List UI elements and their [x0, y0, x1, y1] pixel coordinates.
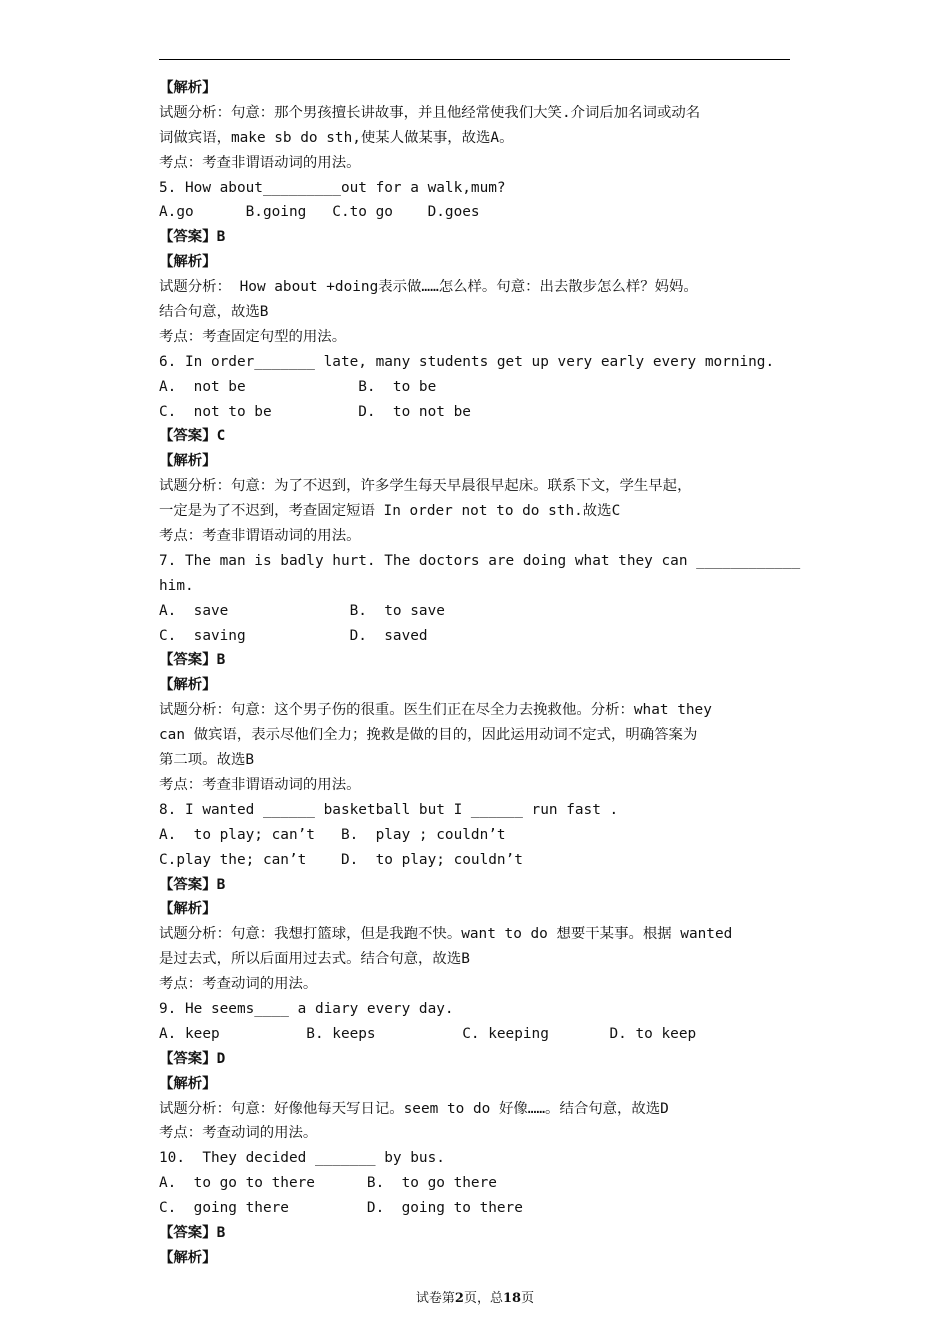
text-line: 考点：考查非谓语动词的用法。 [159, 776, 361, 793]
text-line: A.go B.going C.to go D.goes [159, 204, 480, 221]
text-line: A. to play; can’t B. play ; couldn’t [159, 826, 506, 843]
header-rule [159, 59, 790, 60]
text-line: 词做宾语，make sb do sth,使某人做某事，故选A。 [159, 129, 514, 146]
text-line: 10. They decided _______ by bus. [159, 1150, 445, 1167]
section-label: 【答案】B [159, 652, 226, 669]
footer-total-pages: 18 [502, 1291, 522, 1306]
text-line: 8. I wanted ______ basketball but I ______ run fast . [159, 801, 619, 818]
text-line: 试题分析：句意：这个男子伤的很重。医生们正在尽全力去挽救他。分析：what they [159, 702, 712, 719]
text-line: 试题分析：句意：那个男孩擅长讲故事，并且他经常使我们大笑.介词后加名词或动名 [159, 104, 701, 121]
text-line: 5. How about_________out for a walk,mum? [159, 179, 506, 196]
text-line: 试题分析：句意：好像他每天写日记。seem to do 好像……。结合句意，故选D [159, 1100, 669, 1117]
section-label: 【答案】B [159, 876, 226, 893]
text-line: C. not to be D. to not be [159, 403, 471, 420]
text-line: him. [159, 577, 194, 594]
section-label: 【答案】B [159, 229, 226, 246]
text-line: C. saving D. saved [159, 627, 428, 644]
text-line: 试题分析：句意：我想打篮球，但是我跑不快。want to do 想要干某事。根据 wanted [159, 926, 733, 943]
section-label: 【解析】 [159, 901, 217, 918]
text-line: 考点：考查动词的用法。 [159, 976, 318, 993]
section-label: 【解析】 [159, 1249, 217, 1266]
footer-middle: 页，总 [463, 1291, 503, 1306]
text-line: A. keep B. keeps C. keeping D. to keep [159, 1025, 697, 1042]
text-line: A. not be B. to be [159, 378, 437, 395]
text-line: 考点：考查非谓语动词的用法。 [159, 528, 361, 545]
text-line: 结合句意，故选B [159, 304, 269, 321]
text-line: 9. He seems____ a diary every day. [159, 1000, 454, 1017]
text-line: A. to go to there B. to go there [159, 1175, 497, 1192]
section-label: 【解析】 [159, 80, 217, 96]
text-line: 考点：考查固定句型的用法。 [159, 328, 347, 345]
text-line: 7. The man is badly hurt. The doctors are doing what they can ____________ [159, 552, 801, 569]
section-label: 【解析】 [159, 677, 217, 694]
text-line: C.play the; can’t D. to play; couldn’t [159, 851, 523, 868]
text-line: 考点：考查非谓语动词的用法。 [159, 154, 361, 171]
section-label: 【答案】D [159, 1050, 226, 1067]
text-line: 试题分析： How about +doing表示做……怎么样。句意：出去散步怎么样？妈妈。 [159, 279, 698, 296]
footer-page-number: 2 [454, 1291, 464, 1306]
section-label: 【解析】 [159, 453, 217, 470]
section-label: 【答案】C [159, 428, 226, 445]
text-line: 考点：考查动词的用法。 [159, 1125, 318, 1142]
document-body [159, 76, 801, 1271]
text-line: 一定是为了不迟到，考查固定短语 In order not to do sth.故选C [159, 503, 621, 520]
footer-prefix: 试卷第 [415, 1291, 455, 1306]
text-line: 第二项。故选B [159, 752, 255, 769]
section-label: 【解析】 [159, 254, 217, 271]
section-label: 【答案】B [159, 1224, 226, 1241]
text-line: 6. In order_______ late, many students get up very early every morning. [159, 353, 775, 370]
text-line: 试题分析：句意：为了不迟到，许多学生每天早晨很早起床。联系下文，学生早起， [159, 478, 692, 495]
text-line: C. going there D. going to there [159, 1200, 523, 1217]
footer-suffix: 页 [521, 1291, 535, 1306]
text-line: can 做宾语，表示尽他们全力；挽救是做的目的，因此运用动词不定式，明确答案为 [159, 727, 698, 744]
section-label: 【解析】 [159, 1075, 217, 1092]
text-line: 是过去式，所以后面用过去式。结合句意，故选B [159, 951, 470, 968]
page-footer [0, 1287, 950, 1306]
text-line: A. save B. to save [159, 602, 445, 619]
